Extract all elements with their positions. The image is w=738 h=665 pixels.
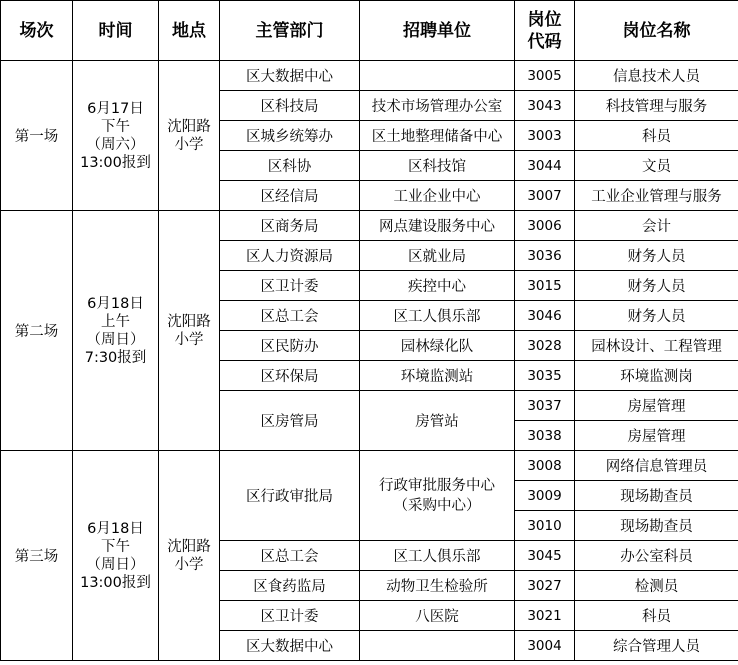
department-cell: 区大数据中心 <box>220 61 360 91</box>
table-row <box>1 211 738 241</box>
post-code-cell: 3036 <box>515 241 575 271</box>
unit-cell <box>360 61 515 91</box>
post-code-cell: 3038 <box>515 421 575 451</box>
unit-cell: 区就业局 <box>360 241 515 271</box>
department-cell: 区行政审批局 <box>220 451 360 541</box>
post-name-cell: 园林设计、工程管理 <box>575 331 738 361</box>
table-row <box>1 61 738 91</box>
session-name: 第一场 <box>1 61 73 211</box>
post-code-cell: 3021 <box>515 601 575 631</box>
post-code-cell: 3035 <box>515 361 575 391</box>
post-code-cell: 3003 <box>515 121 575 151</box>
department-cell: 区环保局 <box>220 361 360 391</box>
post-name-cell: 房屋管理 <box>575 391 738 421</box>
session-location: 沈阳路 小学 <box>159 211 220 451</box>
post-code-cell: 3045 <box>515 541 575 571</box>
department-cell: 区民防办 <box>220 331 360 361</box>
header-post-code: 岗位 代码 <box>515 1 575 61</box>
department-cell: 区食药监局 <box>220 571 360 601</box>
post-code-cell: 3037 <box>515 391 575 421</box>
unit-cell: 区工人俱乐部 <box>360 301 515 331</box>
post-name-cell: 现场勘查员 <box>575 511 738 541</box>
unit-cell: 环境监测站 <box>360 361 515 391</box>
department-cell: 区科协 <box>220 151 360 181</box>
post-name-cell: 财务人员 <box>575 241 738 271</box>
post-code-cell: 3008 <box>515 451 575 481</box>
session-time: 6月18日 上午 （周日） 7:30报到 <box>73 211 159 451</box>
department-cell: 区商务局 <box>220 211 360 241</box>
unit-cell: 八医院 <box>360 601 515 631</box>
session-location: 沈阳路 小学 <box>159 61 220 211</box>
post-code-cell: 3043 <box>515 91 575 121</box>
unit-cell <box>360 631 515 661</box>
department-cell: 区人力资源局 <box>220 241 360 271</box>
post-code-cell: 3044 <box>515 151 575 181</box>
unit-cell: 动物卫生检验所 <box>360 571 515 601</box>
post-code-cell: 3004 <box>515 631 575 661</box>
session-name: 第二场 <box>1 211 73 451</box>
department-cell: 区总工会 <box>220 301 360 331</box>
post-name-cell: 办公室科员 <box>575 541 738 571</box>
header-unit: 招聘单位 <box>360 1 515 61</box>
unit-cell: 区科技馆 <box>360 151 515 181</box>
post-name-cell: 现场勘查员 <box>575 481 738 511</box>
post-name-cell: 工业企业管理与服务 <box>575 181 738 211</box>
unit-cell: 技术市场管理办公室 <box>360 91 515 121</box>
session-location: 沈阳路 小学 <box>159 451 220 661</box>
unit-cell: 区工人俱乐部 <box>360 541 515 571</box>
session-name: 第三场 <box>1 451 73 661</box>
session-time: 6月17日 下午 （周六） 13:00报到 <box>73 61 159 211</box>
post-name-cell: 网络信息管理员 <box>575 451 738 481</box>
post-name-cell: 环境监测岗 <box>575 361 738 391</box>
department-cell: 区房管局 <box>220 391 360 451</box>
header-post-name: 岗位名称 <box>575 1 738 61</box>
department-cell: 区卫计委 <box>220 271 360 301</box>
post-code-cell: 3010 <box>515 511 575 541</box>
post-code-cell: 3046 <box>515 301 575 331</box>
unit-cell: 房管站 <box>360 391 515 451</box>
unit-cell: 区土地整理储备中心 <box>360 121 515 151</box>
post-name-cell: 房屋管理 <box>575 421 738 451</box>
department-cell: 区经信局 <box>220 181 360 211</box>
header-location: 地点 <box>159 1 220 61</box>
header-session: 场次 <box>1 1 73 61</box>
post-code-cell: 3027 <box>515 571 575 601</box>
post-name-cell: 会计 <box>575 211 738 241</box>
session-time: 6月18日 下午 （周日） 13:00报到 <box>73 451 159 661</box>
post-code-cell: 3005 <box>515 61 575 91</box>
table-row <box>1 451 738 481</box>
unit-cell: 网点建设服务中心 <box>360 211 515 241</box>
post-code-cell: 3006 <box>515 211 575 241</box>
post-name-cell: 文员 <box>575 151 738 181</box>
department-cell: 区城乡统筹办 <box>220 121 360 151</box>
header-time: 时间 <box>73 1 159 61</box>
post-name-cell: 财务人员 <box>575 271 738 301</box>
unit-cell: 园林绿化队 <box>360 331 515 361</box>
post-name-cell: 科技管理与服务 <box>575 91 738 121</box>
department-cell: 区科技局 <box>220 91 360 121</box>
post-name-cell: 科员 <box>575 601 738 631</box>
post-code-cell: 3009 <box>515 481 575 511</box>
unit-cell: 工业企业中心 <box>360 181 515 211</box>
department-cell: 区总工会 <box>220 541 360 571</box>
post-name-cell: 财务人员 <box>575 301 738 331</box>
post-name-cell: 综合管理人员 <box>575 631 738 661</box>
header-row <box>1 1 738 61</box>
post-code-cell: 3007 <box>515 181 575 211</box>
post-code-cell: 3028 <box>515 331 575 361</box>
department-cell: 区大数据中心 <box>220 631 360 661</box>
post-name-cell: 科员 <box>575 121 738 151</box>
post-name-cell: 检测员 <box>575 571 738 601</box>
header-department: 主管部门 <box>220 1 360 61</box>
unit-cell: 行政审批服务中心 （采购中心） <box>360 451 515 541</box>
department-cell: 区卫计委 <box>220 601 360 631</box>
unit-cell: 疾控中心 <box>360 271 515 301</box>
post-code-cell: 3015 <box>515 271 575 301</box>
post-name-cell: 信息技术人员 <box>575 61 738 91</box>
